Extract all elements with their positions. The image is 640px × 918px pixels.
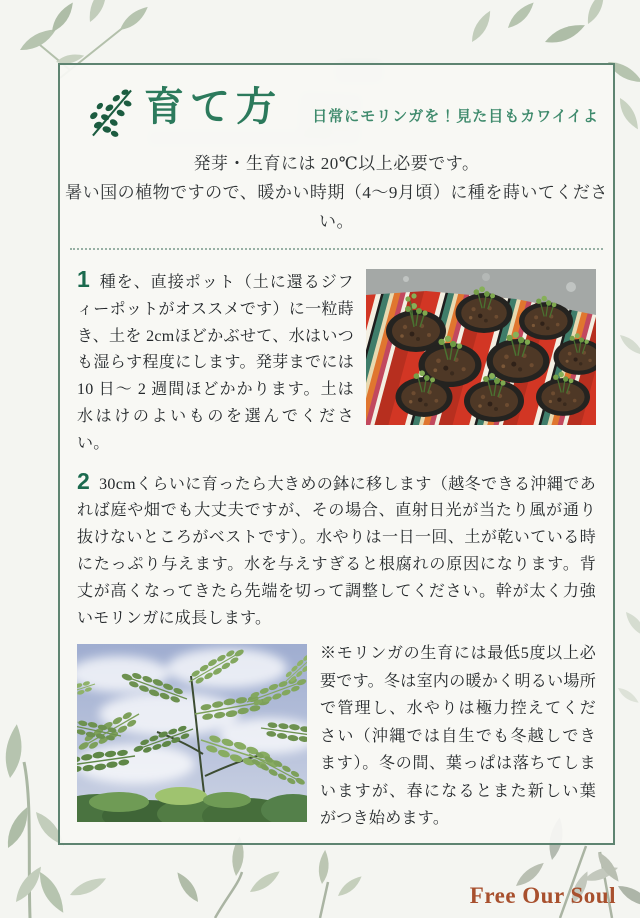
step-1-number: 1 <box>77 266 91 292</box>
moringa-tree-photo <box>77 644 307 822</box>
growing-guide-box <box>58 63 615 845</box>
intro-line-2: 暑い国の植物ですので、暖かい時期（4～9月頃）に種を蒔いてください。 <box>65 183 608 231</box>
box-header <box>60 65 613 141</box>
seedling-pots-photo <box>366 269 596 425</box>
dotted-separator <box>70 248 603 250</box>
step-1-text <box>77 266 366 458</box>
step-2-body: 30cmくらいに育ったら大きめの鉢に移します（越冬できる沖縄であれば庭や畑でも大丈夫ですが、その場合、直射日光が当たり風が通り抜けないところがベストです）。水やりは一日一回、土が乾いている時にたっぷり与えます。水を与えすぎると根腐れの原因になります。背丈が高くなってきたら先端を切って調整してください。幹が太く力強いモリンガに成長します。 <box>77 475 596 627</box>
tagline: 日常にモリンガを！見た目もカワイイよ <box>312 109 599 125</box>
intro-text <box>60 149 613 236</box>
step-2-text <box>77 468 596 633</box>
moringa-sprig-icon <box>86 85 138 141</box>
brand-logo-text: Free Our Soul <box>469 883 616 908</box>
winter-care-note: ※モリンガの生育には最低5度以上必要です。冬は室内の暖かく明るい場所で管理し、水やりは極力控えてください（沖縄では自生でも冬越しできます）。冬の間、葉っぱは落ちてしまいますが、春になるとまた新しい葉がつき始めます。 <box>320 645 596 828</box>
step-1-body: 種を、直接ポット（土に還るジフィーポットがオススメです）に一粒蒔き、土を 2cmほどかぶせて、水はいつも湿らす程度にします。発芽までには 10 日～ 2 週間ほどかかります。土は水はけのよいものを選んでください。 <box>77 274 354 452</box>
content <box>60 266 613 833</box>
bottom-row <box>77 640 596 833</box>
step-2-number: 2 <box>77 467 91 494</box>
step-1-row <box>77 266 596 458</box>
page-title: 育て方 <box>144 84 282 129</box>
intro-line-1: 発芽・生育には 20℃以上必要です。 <box>193 154 480 173</box>
